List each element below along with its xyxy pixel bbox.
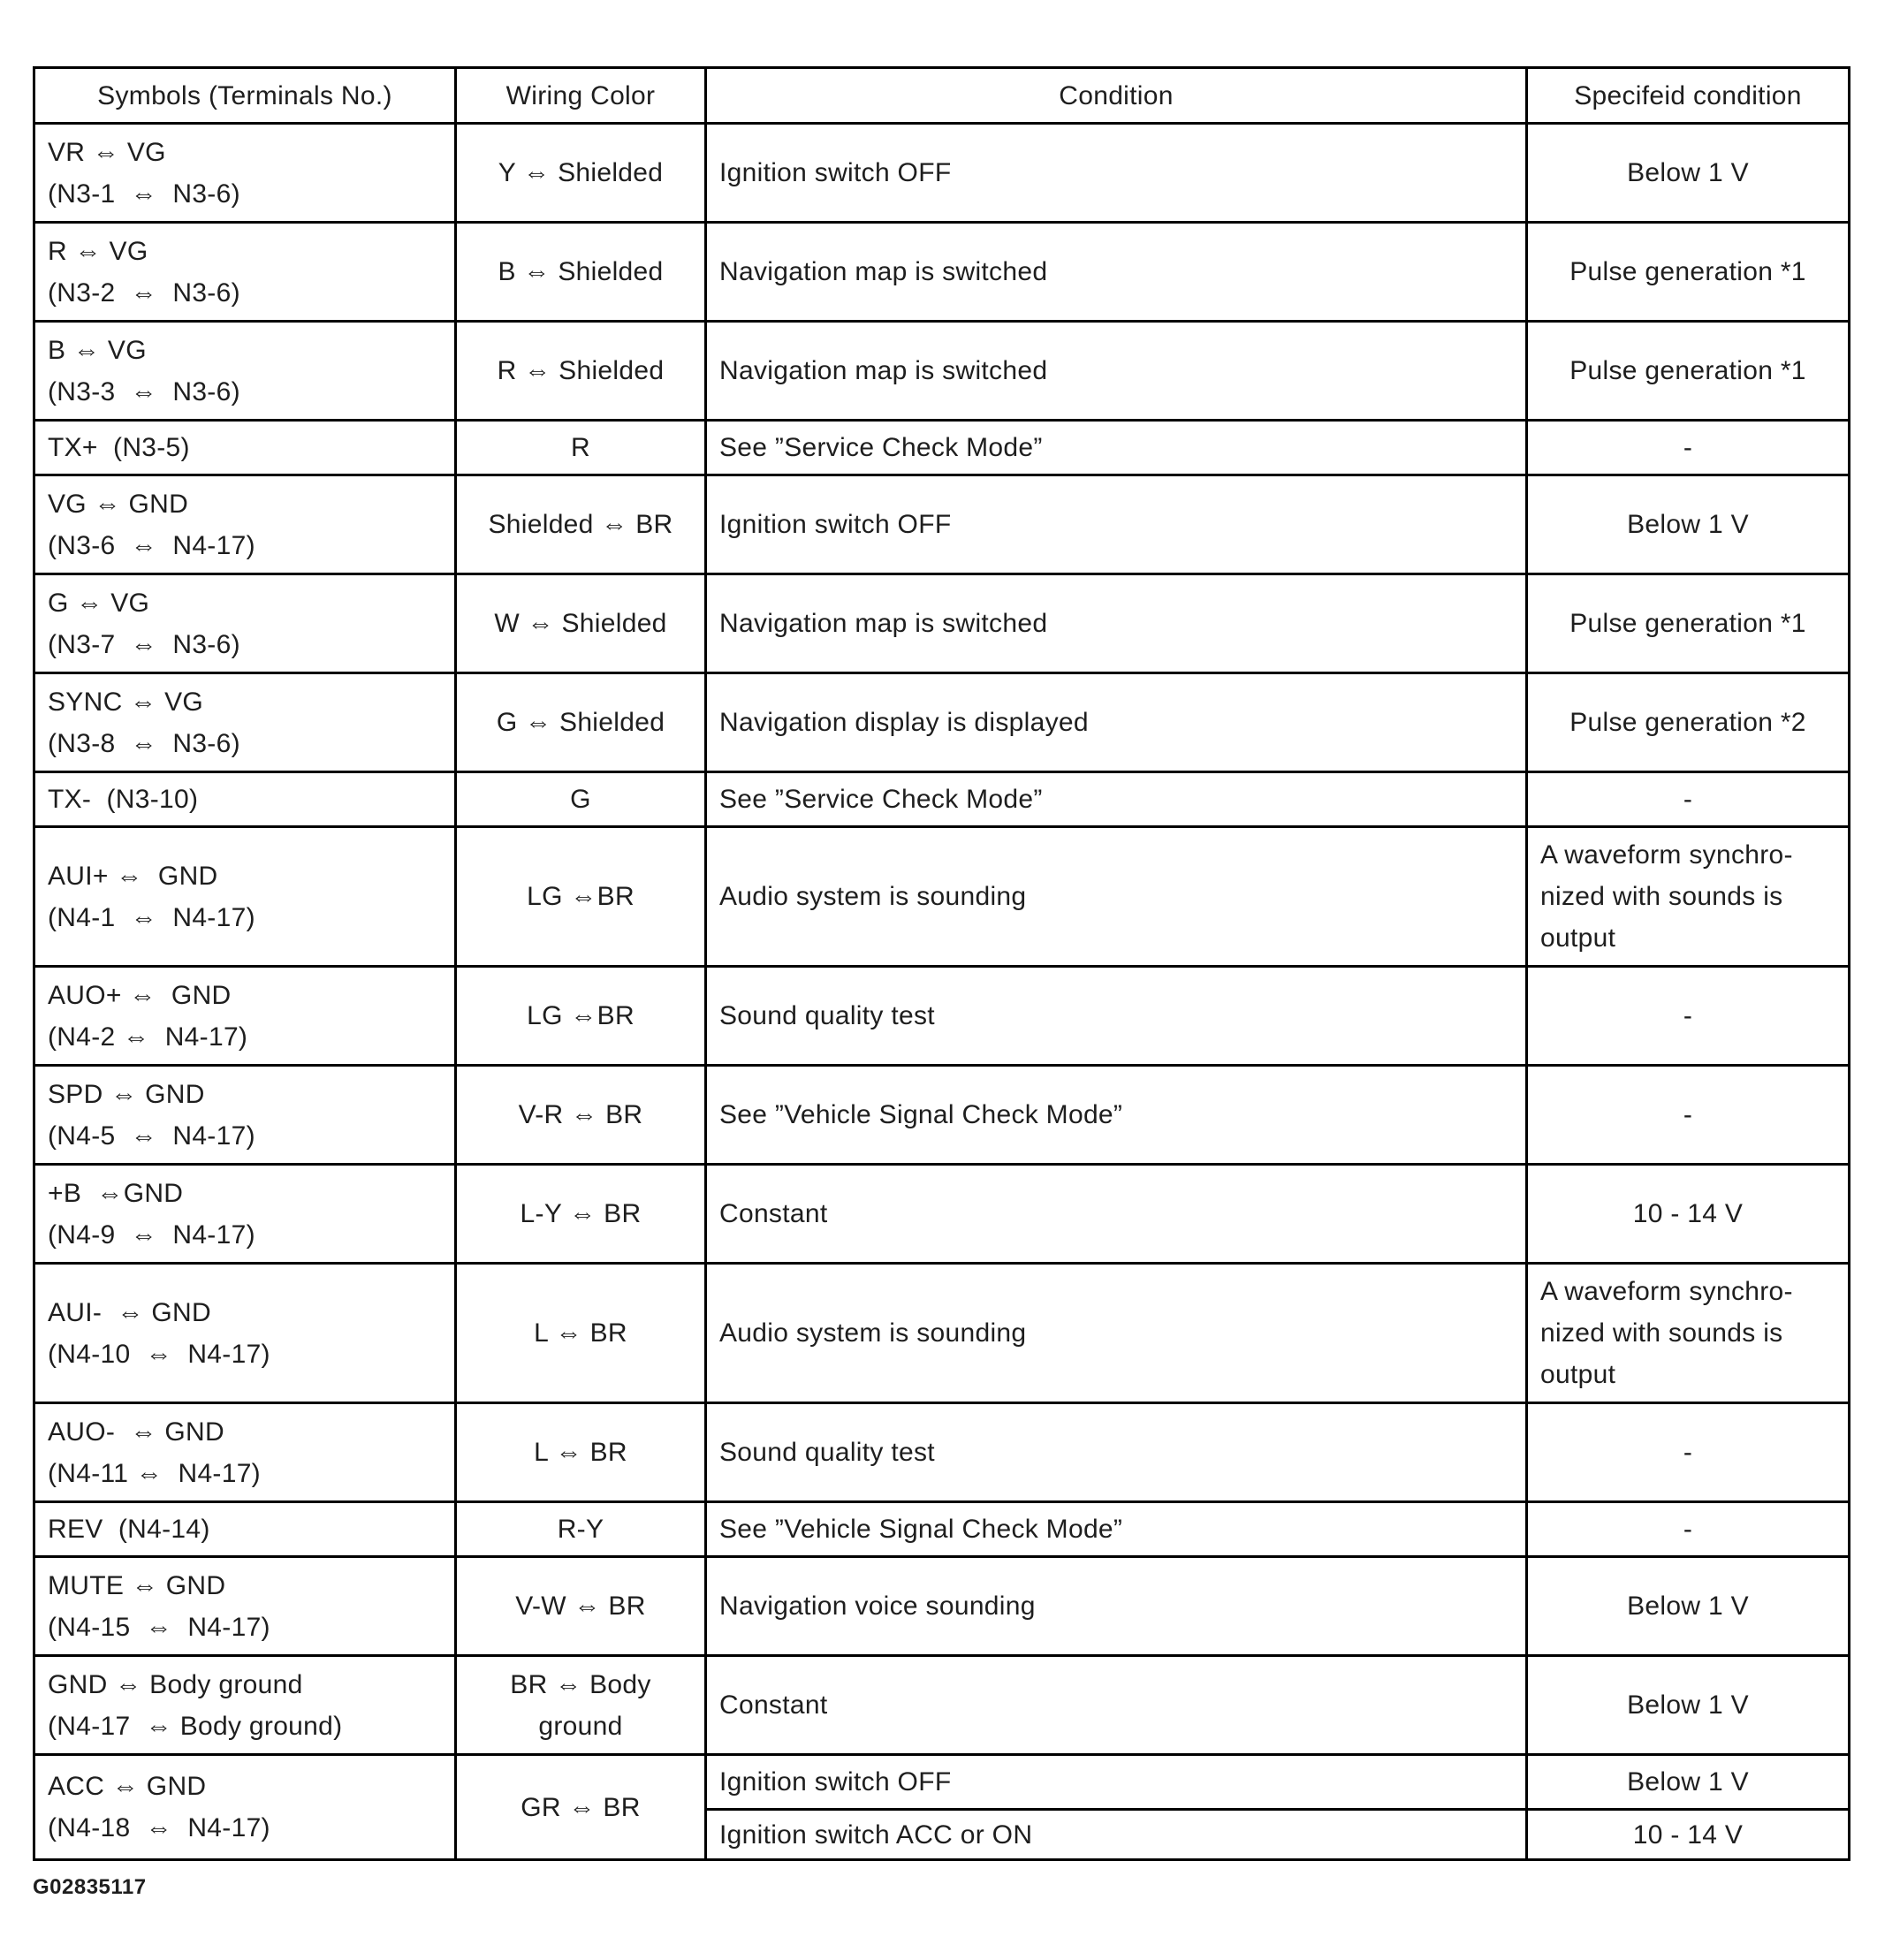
table-row [34,574,1850,673]
wiring-color-cell: G ⇔ Shielded [456,673,706,772]
symbol-cell [34,1264,456,1403]
specified-condition-cell: 10 - 14 V [1527,1810,1850,1860]
header-row [34,68,1850,124]
table-row [34,475,1850,574]
spec-line: nized with sounds is [1540,882,1783,911]
condition-cell: Navigation voice sounding [706,1557,1527,1656]
wiring-color-line: BR ⇔ Body [510,1669,651,1699]
terminal-numbers: (N4-10 ⇔ N4-17) [48,1339,270,1369]
table-row [34,1656,1850,1755]
table-row [34,421,1850,475]
table-row [34,772,1850,827]
terminal-numbers: (N4-11 ⇔ N4-17) [48,1458,261,1488]
wiring-color-cell: G [456,772,706,827]
specified-condition-cell: - [1527,1403,1850,1502]
symbol-cell [34,322,456,421]
table-row [34,827,1850,967]
terminal-numbers: (N4-17 ⇔ Body ground) [48,1711,343,1741]
symbol-cell [34,1557,456,1656]
symbol-name: TX+ (N3-5) [48,433,190,462]
symbol-cell [34,421,456,475]
terminal-numbers: (N3-7 ⇔ N3-6) [48,629,240,659]
symbol-cell [34,223,456,322]
wiring-color-line: ground [538,1711,623,1741]
condition-cell: Ignition switch ACC or ON [706,1810,1527,1860]
condition-cell: Constant [706,1165,1527,1264]
symbol-name: ACC ⇔ GND [48,1772,207,1801]
specified-condition-cell: - [1527,967,1850,1066]
specified-condition-cell: Pulse generation *2 [1527,673,1850,772]
symbol-cell [34,673,456,772]
symbol-cell [34,124,456,223]
specified-condition-cell: - [1527,1502,1850,1557]
symbol-cell [34,1066,456,1165]
symbol-cell [34,967,456,1066]
specified-condition-cell: 10 - 14 V [1527,1165,1850,1264]
symbol-name: GND ⇔ Body ground [48,1669,303,1699]
table-row [34,1502,1850,1557]
table-row [34,1165,1850,1264]
wiring-color-cell: W ⇔ Shielded [456,574,706,673]
table-row [34,1755,1850,1810]
wiring-color-cell: R-Y [456,1502,706,1557]
specified-condition-cell: - [1527,772,1850,827]
specified-condition-cell: - [1527,421,1850,475]
terminal-spec-table-container [33,66,1848,1861]
terminal-numbers: (N3-2 ⇔ N3-6) [48,277,240,308]
symbol-name: REV (N4-14) [48,1515,210,1544]
wiring-color-cell: V-W ⇔ BR [456,1557,706,1656]
symbol-cell [34,1656,456,1755]
symbol-name: AUO- ⇔ GND [48,1417,224,1447]
symbol-cell [34,772,456,827]
symbol-name: SPD ⇔ GND [48,1079,205,1109]
symbol-cell [34,574,456,673]
terminal-numbers: (N3-1 ⇔ N3-6) [48,179,240,209]
wiring-color-cell: LG ⇔BR [456,827,706,967]
terminal-numbers: (N4-1 ⇔ N4-17) [48,902,255,932]
spec-line: output [1540,923,1616,953]
terminal-numbers: (N3-6 ⇔ N4-17) [48,530,255,560]
wiring-color-cell: Y ⇔ Shielded [456,124,706,223]
condition-cell: See ”Vehicle Signal Check Mode” [706,1502,1527,1557]
header-condition: Condition [706,68,1527,124]
table-row [34,673,1850,772]
terminal-numbers: (N4-15 ⇔ N4-17) [48,1612,270,1642]
specified-condition-cell [1527,827,1850,967]
terminal-numbers: (N4-2 ⇔ N4-17) [48,1022,248,1052]
header-specified-condition: Specifeid condition [1527,68,1850,124]
specified-condition-cell [1527,1264,1850,1403]
table-row [34,967,1850,1066]
symbol-cell [34,475,456,574]
wiring-color-cell: LG ⇔BR [456,967,706,1066]
symbol-name: R ⇔ VG [48,236,148,266]
condition-cell: Sound quality test [706,967,1527,1066]
symbol-cell [34,1165,456,1264]
spec-line: nized with sounds is [1540,1318,1783,1348]
condition-cell: Ignition switch OFF [706,475,1527,574]
table-row [34,322,1850,421]
condition-cell: Ignition switch OFF [706,124,1527,223]
condition-cell: Navigation map is switched [706,574,1527,673]
spec-line: A waveform synchro- [1540,1277,1793,1306]
symbol-name: AUO+ ⇔ GND [48,980,232,1010]
symbol-name: TX- (N3-10) [48,785,199,814]
condition-cell: Navigation display is displayed [706,673,1527,772]
wiring-color-cell: L-Y ⇔ BR [456,1165,706,1264]
symbol-cell [34,1502,456,1557]
symbol-name: AUI- ⇔ GND [48,1297,211,1327]
condition-cell: Audio system is sounding [706,1264,1527,1403]
wiring-color-cell: Shielded ⇔ BR [456,475,706,574]
specified-condition-cell: Below 1 V [1527,1656,1850,1755]
wiring-color-cell: V-R ⇔ BR [456,1066,706,1165]
condition-cell: Audio system is sounding [706,827,1527,967]
specified-condition-cell: Pulse generation *1 [1527,322,1850,421]
symbol-name: G ⇔ VG [48,588,150,618]
symbol-cell [34,1403,456,1502]
terminal-numbers: (N3-8 ⇔ N3-6) [48,728,240,758]
spec-line: A waveform synchro- [1540,840,1793,870]
table-row [34,223,1850,322]
header-wiring-color: Wiring Color [456,68,706,124]
specified-condition-cell: Below 1 V [1527,475,1850,574]
specified-condition-cell: Below 1 V [1527,1755,1850,1810]
symbol-name: SYNC ⇔ VG [48,687,204,717]
specified-condition-cell: Below 1 V [1527,1557,1850,1656]
specified-condition-cell: Pulse generation *1 [1527,574,1850,673]
terminal-numbers: (N4-18 ⇔ N4-17) [48,1813,270,1842]
figure-code: G02835117 [33,1875,147,1899]
condition-cell: Constant [706,1656,1527,1755]
wiring-color-cell: L ⇔ BR [456,1403,706,1502]
table-row [34,124,1850,223]
condition-cell: Sound quality test [706,1403,1527,1502]
terminal-numbers: (N4-9 ⇔ N4-17) [48,1219,255,1250]
condition-cell: See ”Service Check Mode” [706,772,1527,827]
wiring-color-cell: GR ⇔ BR [456,1755,706,1860]
symbol-name: +B ⇔GND [48,1178,184,1208]
table-row [34,1066,1850,1165]
specified-condition-cell: Pulse generation *1 [1527,223,1850,322]
symbol-name: B ⇔ VG [48,335,147,365]
symbol-name: MUTE ⇔ GND [48,1570,226,1600]
header-symbols: Symbols (Terminals No.) [34,68,456,124]
table-row [34,1557,1850,1656]
specified-condition-cell: Below 1 V [1527,124,1850,223]
condition-cell: Navigation map is switched [706,223,1527,322]
condition-cell: Navigation map is switched [706,322,1527,421]
wiring-color-cell: R [456,421,706,475]
condition-cell: Ignition switch OFF [706,1755,1527,1810]
symbol-cell [34,827,456,967]
table-row [34,1403,1850,1502]
symbol-cell [34,1755,456,1860]
condition-cell: See ”Service Check Mode” [706,421,1527,475]
terminal-spec-table [33,66,1850,1861]
wiring-color-cell [456,1656,706,1755]
condition-cell: See ”Vehicle Signal Check Mode” [706,1066,1527,1165]
terminal-numbers: (N3-3 ⇔ N3-6) [48,376,240,406]
symbol-name: VG ⇔ GND [48,489,189,519]
wiring-color-cell: R ⇔ Shielded [456,322,706,421]
symbol-name: VR ⇔ VG [48,137,166,167]
table-row [34,1264,1850,1403]
specified-condition-cell: - [1527,1066,1850,1165]
wiring-color-cell: B ⇔ Shielded [456,223,706,322]
spec-line: output [1540,1360,1616,1389]
symbol-name: AUI+ ⇔ GND [48,861,218,891]
wiring-color-cell: L ⇔ BR [456,1264,706,1403]
terminal-numbers: (N4-5 ⇔ N4-17) [48,1121,255,1151]
